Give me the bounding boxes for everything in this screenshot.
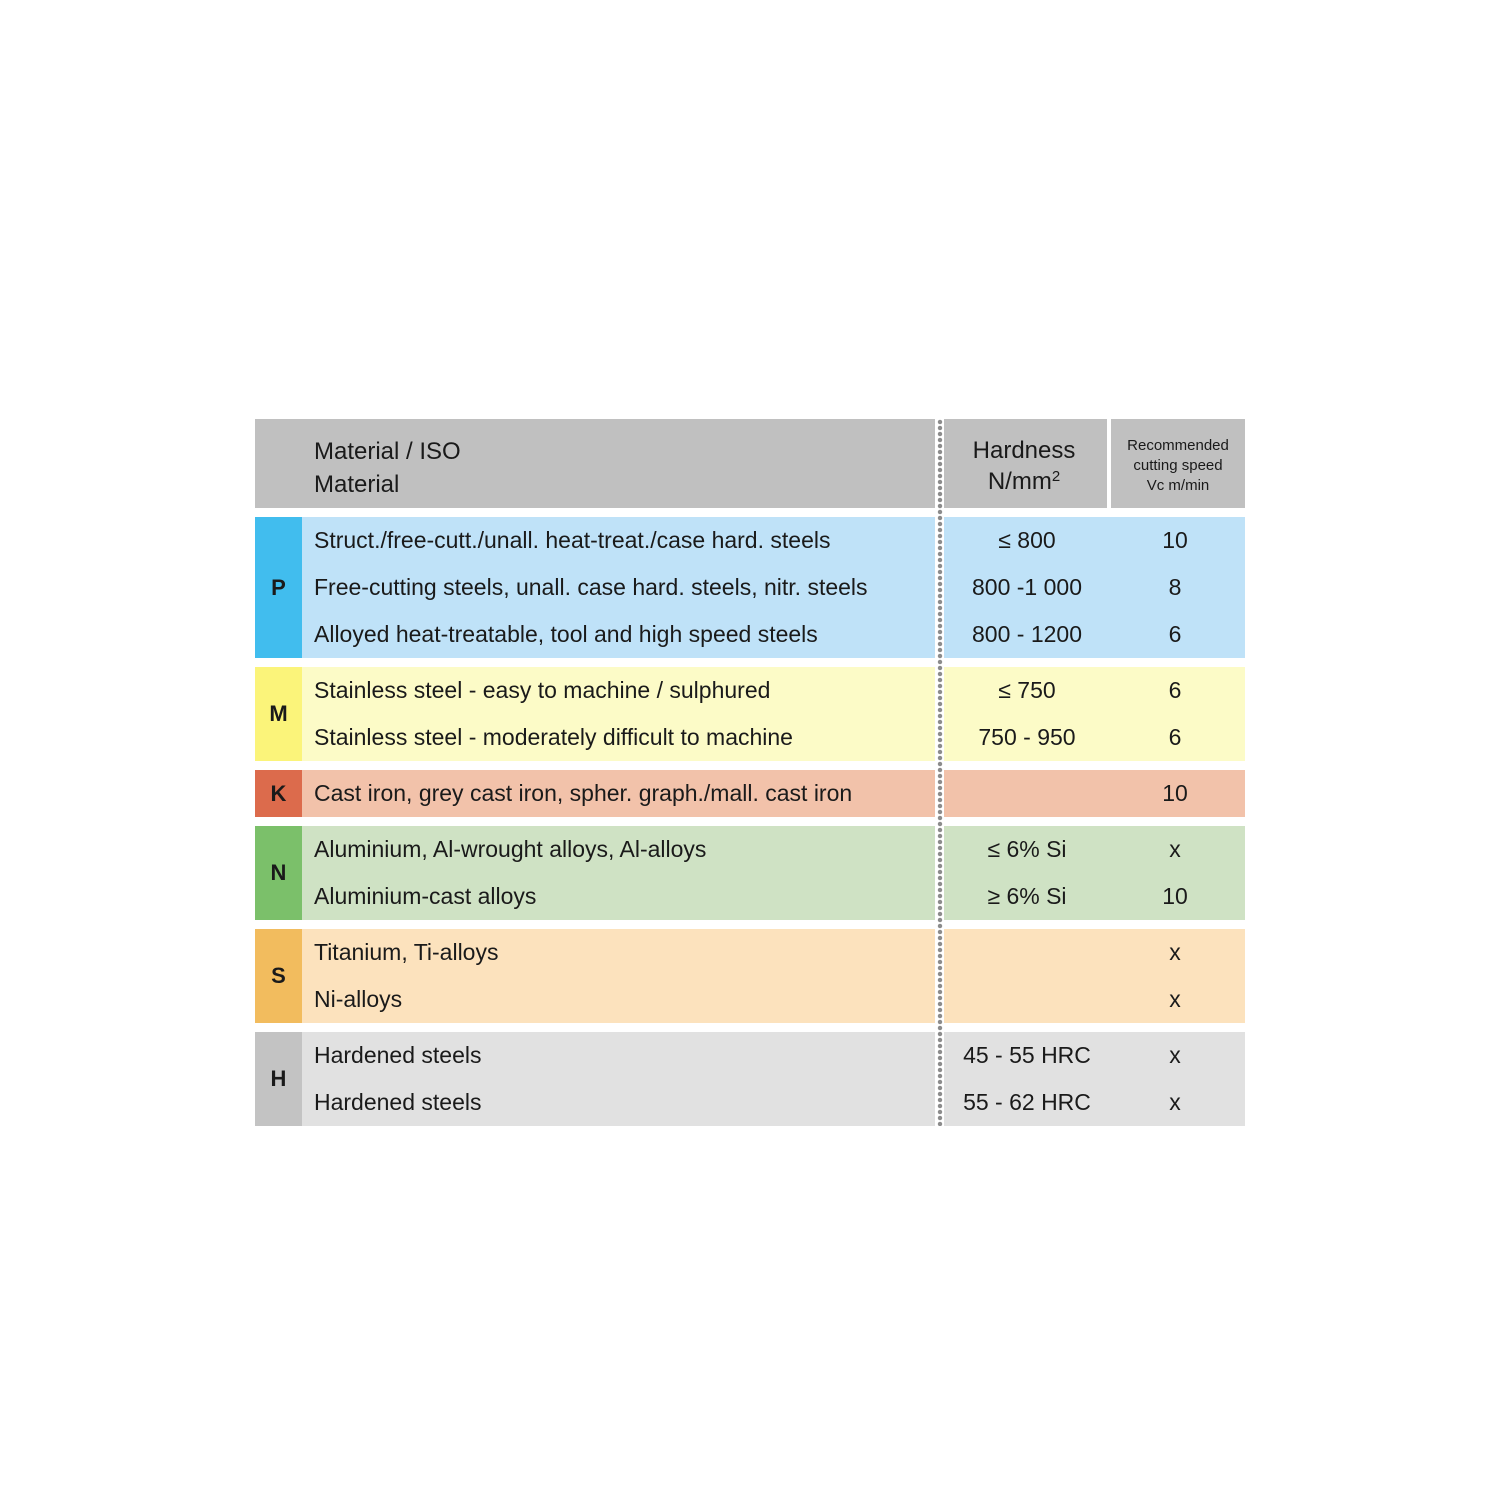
table-row (302, 873, 1245, 920)
group-rows (302, 517, 1245, 658)
group-k (255, 770, 1245, 817)
group-p (255, 517, 1245, 658)
speed-cell: 6 (1168, 621, 1182, 647)
group-rows (302, 667, 1245, 761)
speed-header: Recommended cutting speed Vc m/min (1107, 419, 1245, 508)
group-s (255, 929, 1245, 1023)
speed-cell: x (1169, 939, 1181, 965)
table-row (302, 611, 1245, 658)
table-row (302, 770, 1245, 817)
hardness-cell: 800 -1 000 (972, 574, 1082, 600)
speed-cell: 10 (1162, 527, 1188, 553)
hardness-cell: ≤ 750 (998, 677, 1056, 703)
material-cell: Struct./free-cutt./unall. heat-treat./case hard. steels (314, 527, 831, 553)
material-cell: Aluminium-cast alloys (314, 883, 537, 909)
table-row (302, 826, 1245, 873)
material-cell: Ni-alloys (314, 986, 403, 1012)
group-n (255, 826, 1245, 920)
table-row (302, 714, 1245, 761)
iso-material-table (255, 419, 1245, 1126)
material-cell: Stainless steel - easy to machine / sulphured (314, 677, 771, 703)
material-cell: Stainless steel - moderately difficult to machine (314, 724, 793, 750)
material-cell: Titanium, Ti-alloys (314, 939, 499, 965)
hardness-cell: 750 - 950 (978, 724, 1076, 750)
iso-code-badge: N (255, 826, 302, 920)
iso-code-badge: K (255, 770, 302, 817)
hardness-cell: 800 - 1200 (972, 621, 1082, 647)
group-rows (302, 826, 1245, 920)
material-header: Material / ISO Material (314, 438, 461, 498)
group-m (255, 667, 1245, 761)
hardness-cell: ≥ 6% Si (987, 883, 1067, 909)
material-cell: Free-cutting steels, unall. case hard. steels, nitr. steels (314, 574, 868, 600)
table-row (302, 667, 1245, 714)
group-rows (302, 770, 1245, 817)
speed-cell: x (1169, 986, 1181, 1012)
speed-cell: 10 (1162, 883, 1188, 909)
table-row (302, 976, 1245, 1023)
speed-cell: x (1169, 1042, 1181, 1068)
speed-cell: 6 (1168, 724, 1182, 750)
iso-code-badge: H (255, 1032, 302, 1126)
material-groups (255, 517, 1245, 1126)
hardness-cell: ≤ 800 (998, 527, 1056, 553)
group-rows (302, 1032, 1245, 1126)
speed-cell: 8 (1168, 574, 1182, 600)
iso-code-badge: M (255, 667, 302, 761)
material-cell: Hardened steels (314, 1089, 482, 1115)
table-row (302, 1079, 1245, 1126)
hardness-cell: 45 - 55 HRC (963, 1042, 1091, 1068)
table-row (302, 564, 1245, 611)
speed-cell: 6 (1168, 677, 1182, 703)
iso-code-badge: P (255, 517, 302, 658)
iso-code-badge: S (255, 929, 302, 1023)
table-row (302, 1032, 1245, 1079)
material-cell: Alloyed heat-treatable, tool and high speed steels (314, 621, 818, 647)
dotted-divider (937, 419, 943, 1126)
material-cell: Cast iron, grey cast iron, spher. graph./mall. cast iron (314, 780, 853, 806)
material-cell: Aluminium, Al-wrought alloys, Al-alloys (314, 836, 707, 862)
table-row (302, 517, 1245, 564)
hardness-cell: ≤ 6% Si (987, 836, 1067, 862)
group-rows (302, 929, 1245, 1023)
table-row (302, 929, 1245, 976)
group-h (255, 1032, 1245, 1126)
hardness-cell: 55 - 62 HRC (963, 1089, 1091, 1115)
speed-cell: x (1169, 836, 1181, 862)
table-header (255, 419, 1245, 508)
speed-cell: x (1169, 1089, 1181, 1115)
speed-cell: 10 (1162, 780, 1188, 806)
hardness-header: Hardness $N/mm^2$ (945, 435, 1103, 497)
material-cell: Hardened steels (314, 1042, 482, 1068)
